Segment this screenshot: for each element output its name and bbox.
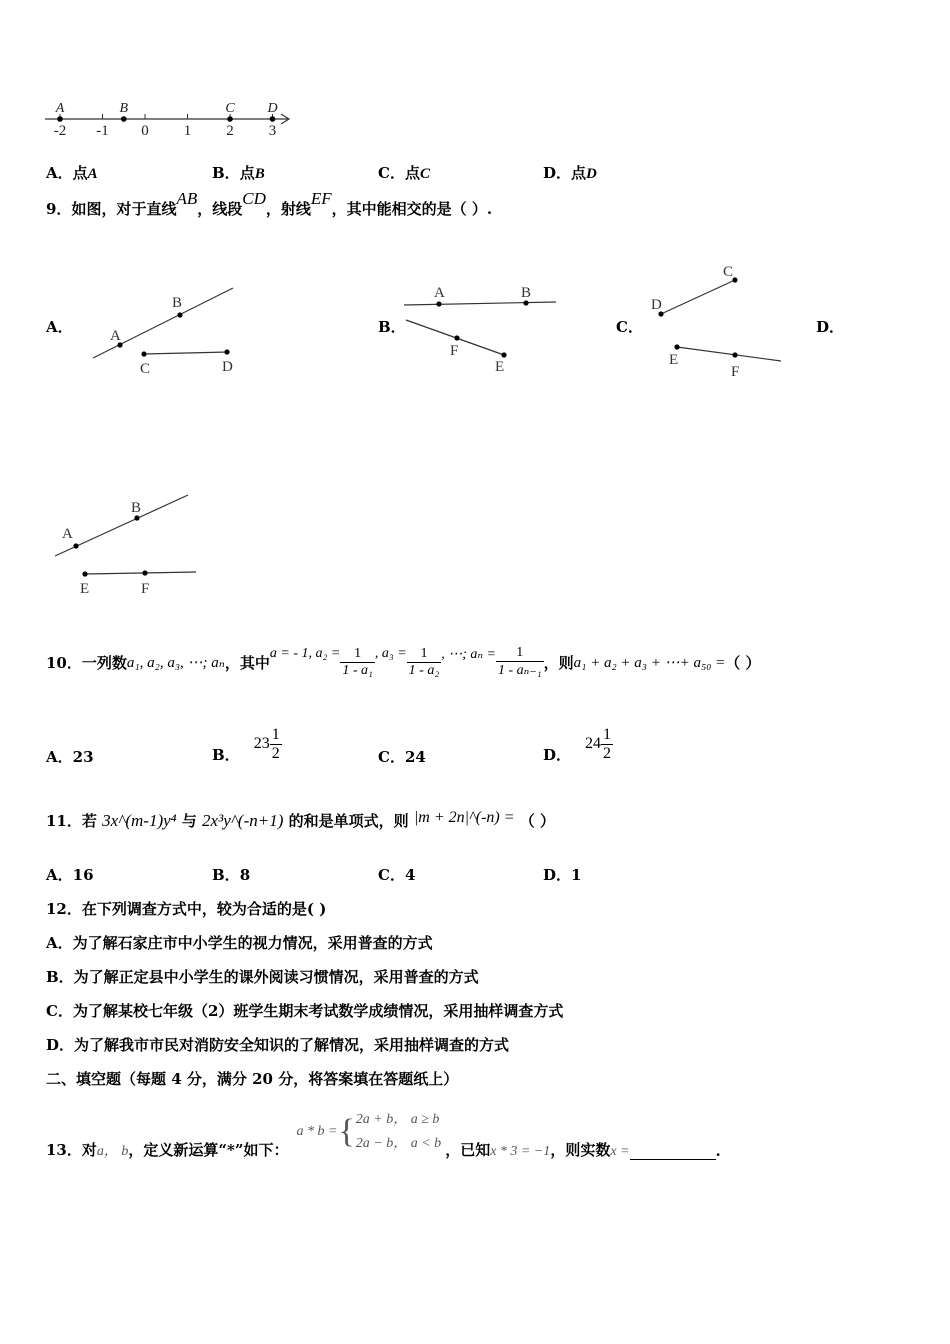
fig-c-label-f: F [731,364,740,380]
q13-stem: 13． 对 a， b ，定义新运算“*”如下： a * b = { 2a + b， a ≥ b 2a − b， a < b ，已知 x * 3 = −1 ，则实数 x = . [46,1102,721,1160]
q9-figure-d [50,490,210,600]
fig-c-label-e: E [669,352,679,368]
fig-b-label-f: F [450,343,459,359]
fig-d-label-b: B [131,500,142,516]
q8-option-a[interactable]: A．点A [46,164,98,182]
q11-stem: 11．若 3x^(m-1)y⁴ 与 2x³y^(-n+1) 的和是单项式，则 |m + 2n|^(-n) = （ ） [46,809,556,830]
q12-option-a[interactable]: A．为了解石家庄市中小学生的视力情况，采用普查的方式 [46,934,433,952]
q9-figure-c [645,260,795,380]
q9-option-d[interactable]: D． [816,318,845,336]
number-line-point-label: D [267,101,278,116]
q12-option-c[interactable]: C．为了解某校七年级（2）班学生期末考试数学成绩情况，采用抽样调查方式 [46,1002,564,1020]
q10-option-d[interactable]: D． 24 $\frac{1}{2}$ [543,725,612,764]
number-line-point-label: B [119,101,129,116]
number-line-point [270,116,276,122]
answer-blank[interactable] [630,1145,716,1160]
number-line-point-label: C [225,101,235,116]
q11-option-a[interactable]: A．16 [46,866,94,884]
number-line-tick-label: 3 [268,123,277,139]
number-line-point [121,116,127,122]
q11-option-d[interactable]: D．1 [543,866,582,884]
q9-option-b[interactable]: B． [378,318,406,336]
fig-c-label-c: C [723,264,734,280]
q10-stem: 10． 一列数 a₁, a₂, a₃, ⋯; aₙ ，其中 a = - 1, a₂ = $\frac{1}{\text{1 - a₁}}$ , a₃ = $\frac{1}{\text{1 - a₂}}$ , ⋯; aₙ = $\frac{1}{\text{1 - aₙ₋₁}}$ ，则 a₁ + a₂ + a₃ + ⋯+ a₅₀ = （ ） [46,645,761,678]
q11-option-c[interactable]: C．4 [378,866,416,884]
q11-option-b[interactable]: B．8 [212,866,251,884]
q9-option-c[interactable]: C． [616,318,643,336]
fig-a-label-d: D [222,359,233,375]
fig-d-label-a: A [62,526,73,542]
q10-option-a[interactable]: A．23 [46,748,94,766]
fig-b-label-b: B [521,285,532,301]
fig-d-label-f: F [141,581,150,597]
piecewise-definition: a * b = { 2a + b， a ≥ b 2a − b， a < b [296,1112,442,1152]
fig-c-label-d: D [651,297,662,313]
fig-b-label-a: A [434,285,445,301]
number-line-point [57,116,63,122]
number-line-tick-label: -1 [96,123,109,139]
q12-stem: 12．在下列调查方式中，较为合适的是( ) [46,900,327,918]
number-line [40,96,300,144]
section-heading: 二、填空题（每题 4 分，满分 20 分，将答案填在答题纸上） [46,1070,459,1088]
q8-option-c[interactable]: C．点C [378,164,430,182]
q9-stem: 9．如图，对于直线AB，线段CD，射线EF，其中能相交的是（ ）. [46,189,493,218]
q9-figure-b [400,280,560,376]
q9-option-a[interactable]: A． [46,318,73,336]
fig-a-label-a: A [110,328,121,344]
q8-option-b[interactable]: B．点B [212,164,265,182]
fig-b-label-e: E [495,359,505,375]
number-line-point-label: A [55,101,65,116]
q12-option-b[interactable]: B．为了解正定县中小学生的课外阅读习惯情况，采用普查的方式 [46,968,479,986]
number-line-tick-label: 1 [183,123,192,139]
fig-a-label-b: B [172,295,183,311]
number-line-tick-label: 2 [226,123,234,139]
q8-option-d[interactable]: D．点D [543,164,597,182]
number-line-tick-label: 0 [141,123,149,139]
number-line-tick-label: -2 [53,123,67,139]
fig-d-label-e: E [80,581,90,597]
q12-option-d[interactable]: D．为了解我市市民对消防安全知识的了解情况，采用抽样调查的方式 [46,1036,510,1054]
q10-option-b[interactable]: B． 23 $\frac{1}{2}$ [212,725,280,764]
fig-a-label-c: C [140,361,151,377]
number-line-point [227,116,233,122]
q9-figure-a [88,282,248,378]
q10-option-c[interactable]: C．24 [378,748,426,766]
